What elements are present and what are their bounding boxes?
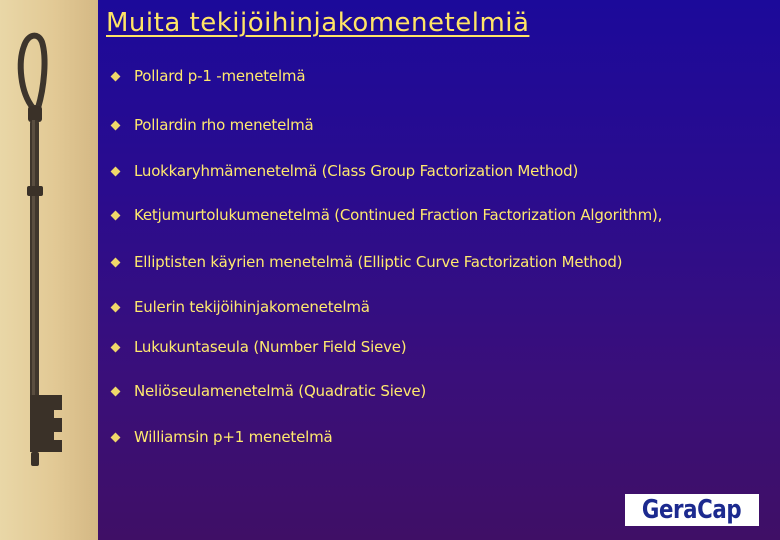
bullet-list xyxy=(110,0,760,540)
antique-key-image xyxy=(0,0,100,540)
bullet-text: Pollard p-1 -menetelmä xyxy=(134,67,306,85)
bullet-text: Williamsin p+1 menetelmä xyxy=(134,428,333,446)
bullet-item xyxy=(110,338,406,356)
bullet-item xyxy=(110,162,578,180)
diamond-bullet-icon xyxy=(111,71,121,81)
geracap-logo xyxy=(625,494,759,526)
bullet-text: Neliöseulamenetelmä (Quadratic Sieve) xyxy=(134,382,427,400)
diamond-bullet-icon xyxy=(111,386,121,396)
diamond-bullet-icon xyxy=(111,342,121,352)
diamond-bullet-icon xyxy=(111,302,121,312)
diamond-bullet-icon xyxy=(111,432,121,442)
bullet-item xyxy=(110,298,370,316)
diamond-bullet-icon xyxy=(111,120,121,130)
bullet-item xyxy=(110,206,662,224)
bullet-item xyxy=(110,116,314,134)
diamond-bullet-icon xyxy=(111,166,121,176)
bullet-text: Lukukuntaseula (Number Field Sieve) xyxy=(134,338,407,356)
bullet-text: Pollardin rho menetelmä xyxy=(134,116,314,134)
diamond-bullet-icon xyxy=(111,210,121,220)
bullet-item xyxy=(110,428,333,446)
diamond-bullet-icon xyxy=(111,257,121,267)
bullet-text: Luokkaryhmämenetelmä (Class Group Factorization Method) xyxy=(134,162,579,180)
bullet-text: Ketjumurtolukumenetelmä (Continued Fraction Factorization Algorithm), xyxy=(134,206,663,224)
bullet-item xyxy=(110,382,426,400)
bullet-text: Eulerin tekijöihinjakomenetelmä xyxy=(134,298,370,316)
logo-text: GeraCap xyxy=(642,495,742,525)
bullet-item xyxy=(110,67,305,85)
slide-title: Muita tekijöihinjakomenetelmiä xyxy=(106,8,530,38)
bullet-item xyxy=(110,253,622,271)
bullet-text: Elliptisten käyrien menetelmä (Elliptic Curve Factorization Method) xyxy=(134,253,623,271)
